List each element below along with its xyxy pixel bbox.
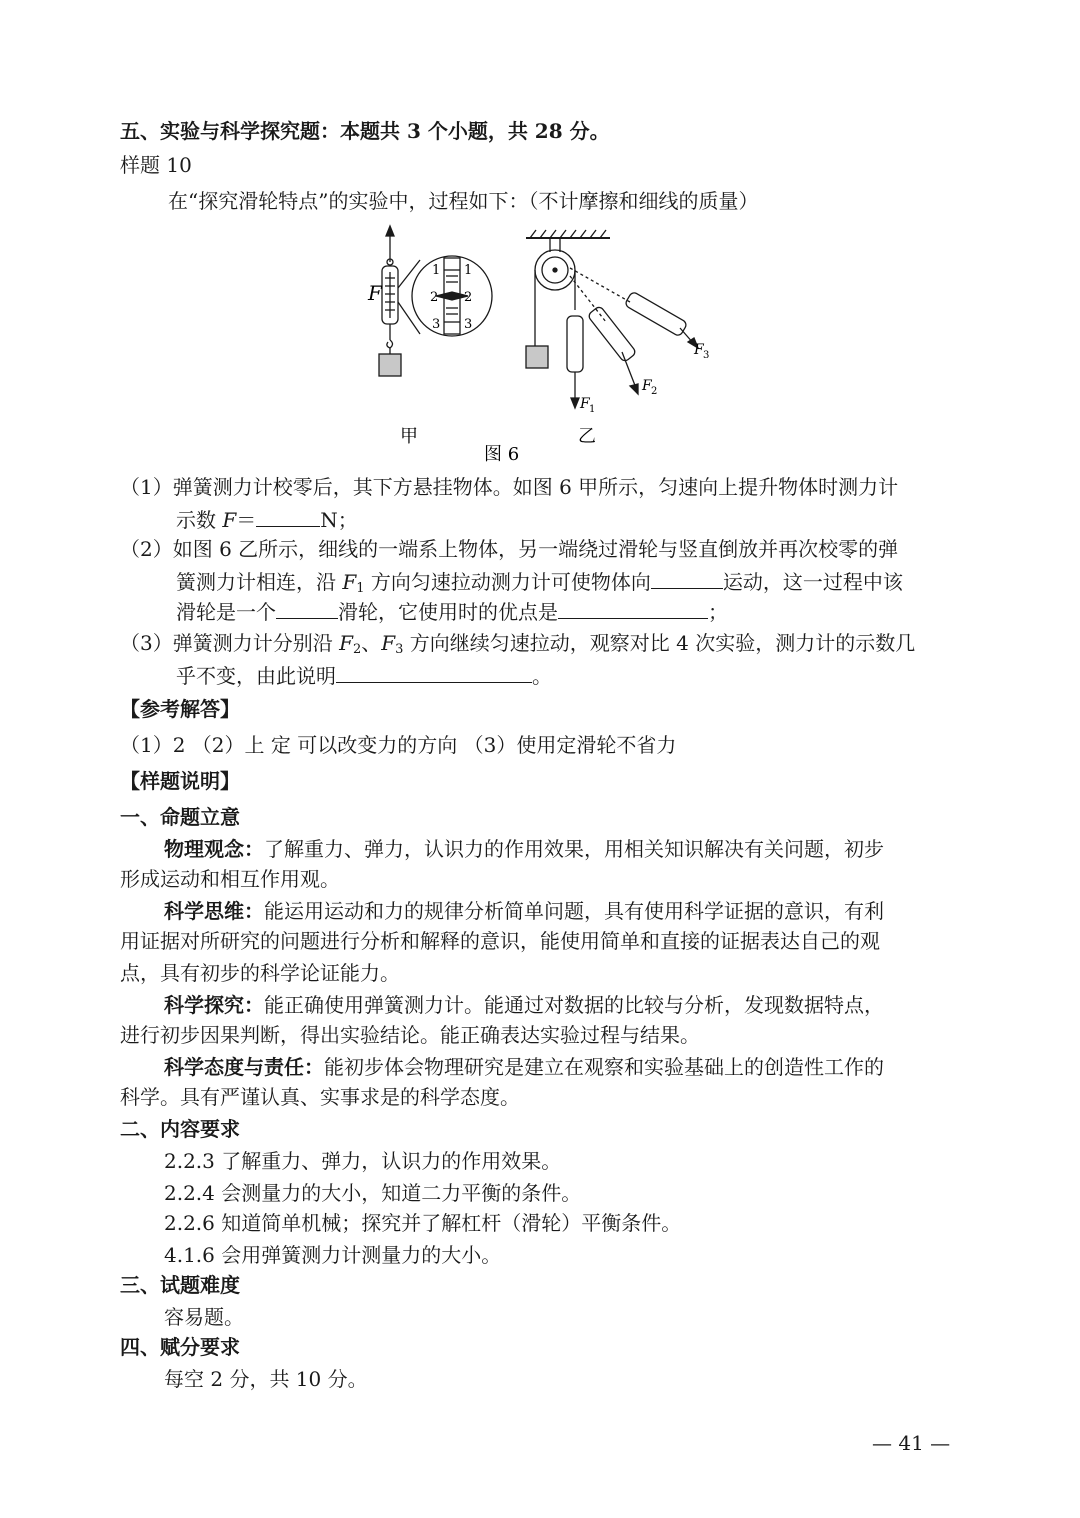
s1-p3-line1 (164, 990, 884, 1020)
s1-p1-label: 物理观念： (164, 837, 264, 861)
s1-p3-line2: 进行初步因果判断，得出实验结论。能正确表达实验过程与结果。 (120, 1023, 700, 1047)
q2-line3-mid: 滑轮，它使用时的优点是 (338, 600, 558, 624)
scale-mark-2b: 2 (464, 290, 473, 305)
q1-blank (256, 504, 320, 527)
q2-blank-1 (651, 566, 723, 589)
ref-answer-heading: 【参考解答】 (120, 697, 240, 721)
figure-yi-pulley (526, 230, 698, 408)
s1-p3-label: 科学探究： (164, 993, 264, 1017)
s1-p4-label: 科学态度与责任： (164, 1055, 324, 1079)
label-F: F (368, 281, 382, 305)
q2-line2-post: 运动，这一过程中该 (722, 570, 903, 594)
q3-line2-pre: 乎不变，由此说明 (176, 664, 336, 688)
q3-var-F3: F (381, 631, 396, 655)
s1-p4-text1: 能初步体会物理研究是建立在观察和实验基础上的创造性工作的 (324, 1055, 884, 1079)
q3-line1-pre: （3）弹簧测力计分别沿 (120, 631, 340, 655)
s3-text: 容易题。 (164, 1305, 244, 1329)
label-F2-sub: 2 (651, 386, 658, 397)
q3-blank (336, 660, 532, 683)
section-title: 五、实验与科学探究题：本题共 3 个小题，共 28 分。 (120, 119, 610, 143)
scale-f1 (567, 316, 583, 372)
q1-var-F: F (222, 508, 237, 532)
s1-p2-line1 (164, 896, 884, 926)
s3-heading: 三、试题难度 (120, 1273, 240, 1297)
q2-line2-mid: 方向匀速拉动测力计可使物体向 (364, 570, 651, 594)
s1-p1-text1: 了解重力、弹力，认识力的作用效果，用相关知识解决有关问题，初步 (264, 837, 884, 861)
q1-line2-pre: 示数 (176, 508, 223, 532)
q3-var-F3-sub: 3 (395, 642, 404, 657)
s4-text: 每空 2 分，共 10 分。 (164, 1367, 368, 1391)
page-number: — 41 — (872, 1431, 951, 1455)
s1-p2-label: 科学思维： (164, 899, 264, 923)
s1-p2-line3: 点，具有初步的科学论证能力。 (120, 961, 400, 985)
pulley-figure (360, 222, 720, 462)
weight-block-yi (526, 346, 548, 368)
s2-item: 2.2.4 会测量力的大小，知道二力平衡的条件。 (164, 1181, 582, 1205)
s1-p2-text1: 能运用运动和力的规律分析简单问题，具有使用科学证据的意识，有利 (264, 899, 884, 923)
q2-line1: （2）如图 6 乙所示，细线的一端系上物体，另一端绕过滑轮与竖直倒放并再次校零的弹 (120, 537, 899, 561)
q3-line1-post: 方向继续匀速拉动，观察对比 4 次实验，测力计的示数几 (403, 631, 916, 655)
scale-mark-2a: 2 (430, 290, 439, 305)
scale-mark-3b: 3 (464, 317, 473, 332)
ref-answer: （1）2 （2）上 定 可以改变力的方向 （3）使用定滑轮不省力 (120, 733, 677, 757)
q3-line2-post: 。 (532, 664, 552, 688)
q2-line2-pre: 簧测力计相连，沿 (176, 570, 343, 594)
label-F3: F (694, 342, 704, 358)
s1-p1-line1 (164, 834, 884, 864)
q2-blank-2 (276, 596, 338, 619)
q2-var-F1: F (342, 570, 357, 594)
s1-p2-line2: 用证据对所研究的问题进行分析和解释的意识，能使用简单和直接的证据表达自己的观 (120, 929, 880, 953)
q3-var-F2: F (339, 631, 353, 655)
scale-f2 (587, 305, 637, 362)
figure-label-yi: 乙 (578, 426, 596, 447)
q1-line1: （1）弹簧测力计校零后，其下方悬挂物体。如图 6 甲所示，匀速向上提升物体时测力计 (120, 475, 899, 499)
s2-item: 2.2.6 知道简单机械；探究并了解杠杆（滑轮）平衡条件。 (164, 1211, 682, 1235)
explain-heading: 【样题说明】 (120, 769, 240, 793)
q1-line2 (176, 504, 358, 535)
question-label: 样题 10 (120, 153, 192, 177)
weight-block-jia (379, 354, 401, 376)
label-F1: F (580, 396, 590, 412)
label-F1-sub: 1 (589, 404, 596, 415)
scale-mark-1a: 1 (432, 263, 441, 278)
scale-mark-1b: 1 (464, 263, 473, 278)
s2-item: 4.1.6 会用弹簧测力计测量力的大小。 (164, 1243, 502, 1267)
q3-var-F2-sub: 2 (352, 642, 362, 657)
q2-blank-3 (558, 596, 708, 619)
label-F3-sub: 3 (703, 350, 710, 361)
figure-label-jia: 甲 (400, 426, 418, 447)
q3-sep: 、 (361, 631, 382, 655)
q1-line2-post: N； (320, 508, 358, 532)
q3-line2 (176, 660, 552, 691)
question-intro: 在“探究滑轮特点”的实验中，过程如下：（不计摩擦和细线的质量） (168, 189, 759, 213)
s2-heading: 二、内容要求 (120, 1117, 240, 1141)
s1-p4-line1 (164, 1052, 884, 1082)
s1-p1-line2: 形成运动和相互作用观。 (120, 867, 340, 891)
s1-p4-line2: 科学。具有严谨认真、实事求是的科学态度。 (120, 1085, 520, 1109)
s4-heading: 四、赋分要求 (120, 1335, 240, 1359)
q2-line2 (176, 566, 903, 597)
label-F2: F (642, 378, 652, 394)
q3-line1 (120, 628, 915, 658)
up-arrow-head (386, 226, 394, 236)
s1-heading: 一、命题立意 (120, 805, 240, 829)
scale-f3 (624, 291, 687, 337)
q2-line3 (176, 596, 728, 627)
q2-var-F1-sub: 1 (356, 581, 365, 596)
figure-caption: 图 6 (484, 444, 520, 462)
s2-item: 2.2.3 了解重力、弹力，认识力的作用效果。 (164, 1149, 562, 1173)
s1-p3-text1: 能正确使用弹簧测力计。能通过对数据的比较与分析，发现数据特点， (264, 993, 884, 1017)
q1-eq: ＝ (236, 508, 257, 532)
scale-mark-3a: 3 (432, 317, 441, 332)
q2-line3-post: ； (708, 600, 728, 624)
q2-line3-pre: 滑轮是一个 (176, 600, 276, 624)
